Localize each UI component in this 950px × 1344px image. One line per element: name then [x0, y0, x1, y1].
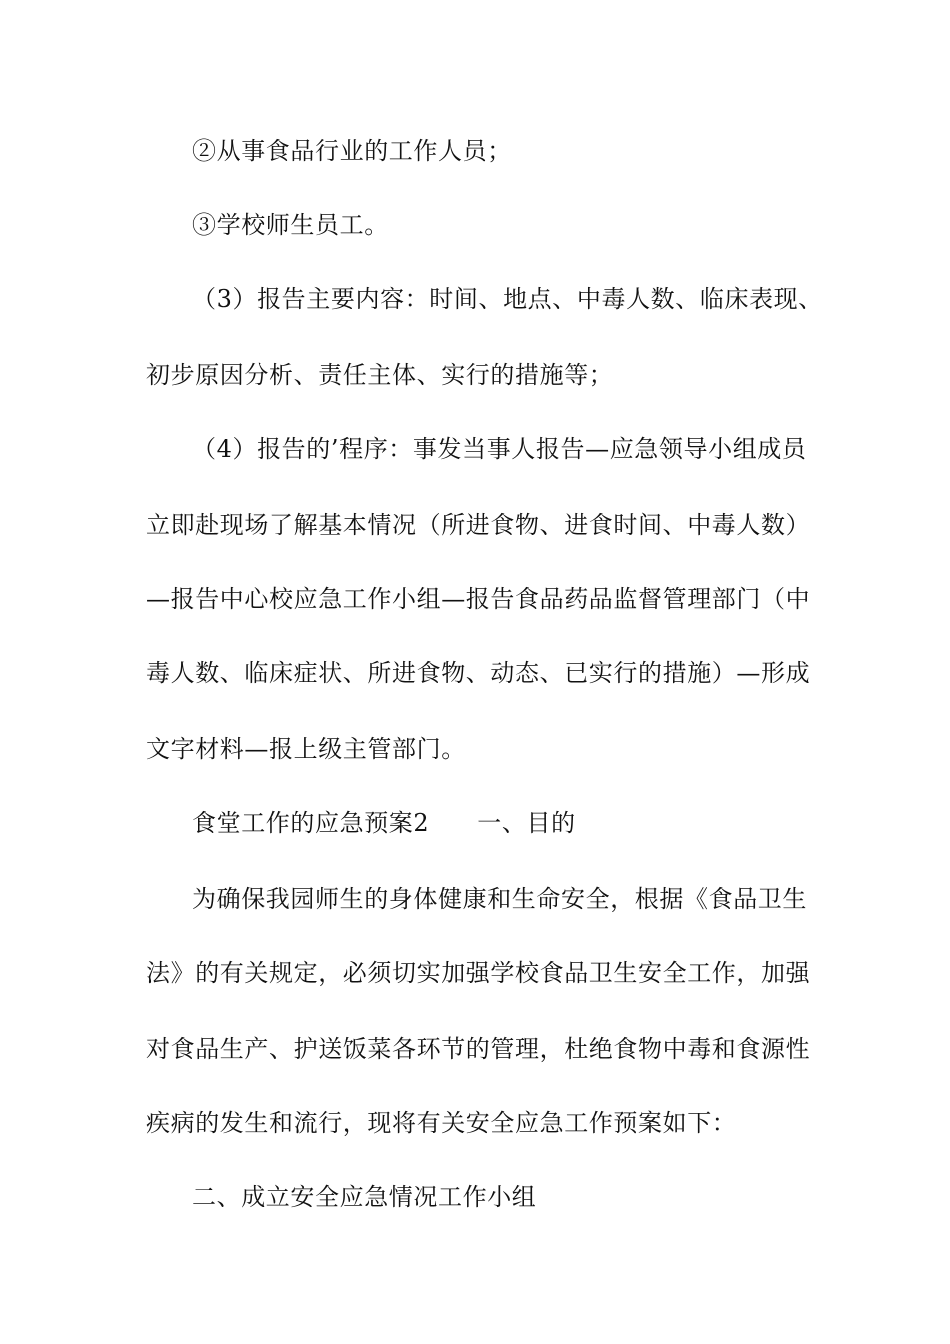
text-line: 疾病的发生和流行，现将有关安全应急工作预案如下： — [146, 1109, 737, 1137]
text-line: （3）报告主要内容：时间、地点、中毒人数、临床表现、 — [192, 285, 823, 313]
text-line: 文字材料—报上级主管部门。 — [146, 735, 466, 763]
text-line: 法》的有关规定，必须切实加强学校食品卫生安全工作，加强 — [146, 959, 811, 987]
section-one-heading: 一、目的 — [477, 809, 576, 837]
text-line: 对食品生产、护送饭菜各环节的管理，杜绝食物中毒和食源性 — [146, 1035, 811, 1063]
text-line: 立即赴现场了解基本情况（所进食物、进食时间、中毒人数） — [146, 511, 811, 539]
section-heading — [192, 808, 806, 838]
section-heading-two: 二、成立安全应急情况工作小组 — [192, 1183, 537, 1211]
text-line: 为确保我园师生的身体健康和生命安全，根据《食品卫生 — [192, 885, 807, 913]
text-line: ③学校师生员工。 — [192, 211, 389, 239]
text-line: 初步原因分析、责任主体、实行的措施等； — [146, 361, 614, 389]
plan-title: 食堂工作的应急预案2 — [192, 809, 430, 837]
text-line: （4）报告的’程序：事发当事人报告—应急领导小组成员 — [192, 435, 807, 463]
text-line: 毒人数、临床症状、所进食物、动态、已实行的措施）—形成 — [146, 659, 811, 687]
text-line: ②从事食品行业的工作人员； — [192, 137, 512, 165]
text-line: —报告中心校应急工作小组—报告食品药品监督管理部门（中 — [146, 585, 811, 613]
